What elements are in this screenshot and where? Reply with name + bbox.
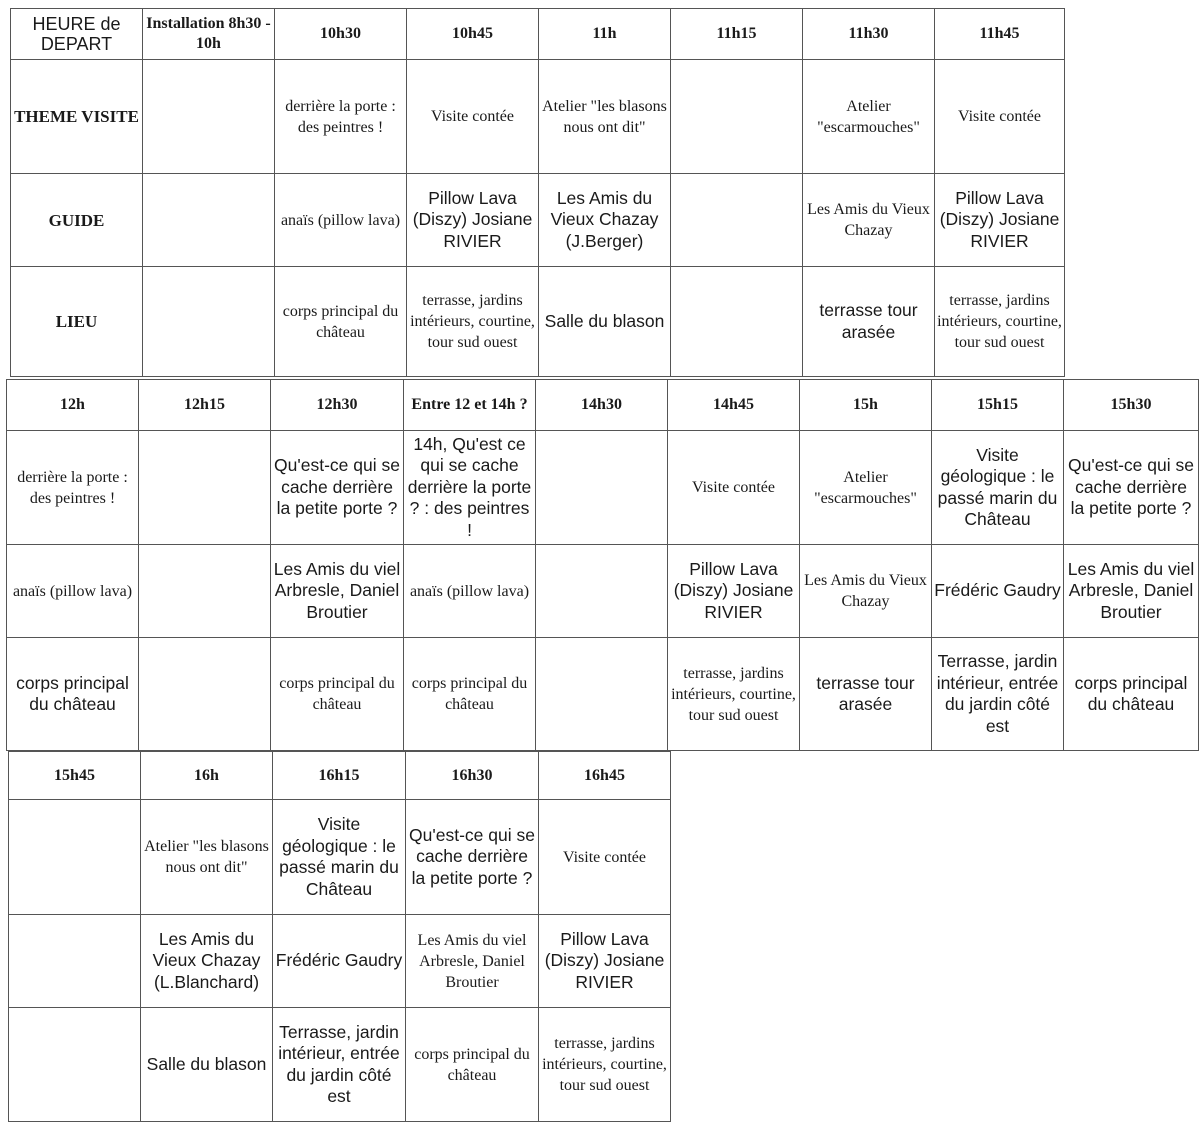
table-cell: corps principal du château xyxy=(406,1008,539,1122)
header-cell-11h15: 11h15 xyxy=(671,9,803,60)
table-cell: anaïs (pillow lava) xyxy=(7,545,139,638)
table-cell: Qu'est-ce qui se cache derrière la petite porte ? xyxy=(1064,431,1199,545)
table-cell: Qu'est-ce qui se cache derrière la petite porte ? xyxy=(406,800,539,915)
table-cell: Visite contée xyxy=(539,800,671,915)
table-cell xyxy=(536,638,668,751)
table-cell: corps principal du château xyxy=(7,638,139,751)
table-cell xyxy=(139,638,271,751)
header-row xyxy=(11,9,1065,60)
table-cell: Frédéric Gaudry xyxy=(932,545,1064,638)
lieu-row xyxy=(7,638,1199,751)
table-cell: terrasse, jardins intérieurs, courtine, tour sud ouest xyxy=(935,267,1065,377)
schedule-table-afternoon xyxy=(8,751,671,1122)
table-cell: Atelier "escarmouches" xyxy=(803,60,935,174)
table-cell xyxy=(536,545,668,638)
table-cell: Frédéric Gaudry xyxy=(273,915,406,1008)
header-cell-16h45: 16h45 xyxy=(539,752,671,800)
table-cell: Les Amis du viel Arbresle, Daniel Broutier xyxy=(406,915,539,1008)
table-cell: Salle du blason xyxy=(141,1008,273,1122)
table-cell xyxy=(139,431,271,545)
table-cell: Les Amis du viel Arbresle, Daniel Broutier xyxy=(1064,545,1199,638)
row-label-guide: GUIDE xyxy=(11,174,143,267)
table-cell: terrasse tour arasée xyxy=(803,267,935,377)
header-cell-15h45: 15h45 xyxy=(9,752,141,800)
table-cell: terrasse, jardins intérieurs, courtine, tour sud ouest xyxy=(539,1008,671,1122)
header-cell-12h15: 12h15 xyxy=(139,380,271,431)
header-cell-11h: 11h xyxy=(539,9,671,60)
table-cell: terrasse tour arasée xyxy=(800,638,932,751)
table-cell xyxy=(143,174,275,267)
header-row xyxy=(7,380,1199,431)
table-cell: anaïs (pillow lava) xyxy=(404,545,536,638)
header-cell-16h15: 16h15 xyxy=(273,752,406,800)
table-cell: Atelier "les blasons nous ont dit" xyxy=(539,60,671,174)
table-cell xyxy=(139,545,271,638)
table-cell: Atelier "les blasons nous ont dit" xyxy=(141,800,273,915)
theme-row xyxy=(11,60,1065,174)
header-cell-16h: 16h xyxy=(141,752,273,800)
table-cell: Pillow Lava (Diszy) Josiane RIVIER xyxy=(668,545,800,638)
lieu-row xyxy=(11,267,1065,377)
table-cell xyxy=(671,60,803,174)
table-cell: Atelier "escarmouches" xyxy=(800,431,932,545)
table-cell: Terrasse, jardin intérieur, entrée du jardin côté est xyxy=(932,638,1064,751)
row-label-lieu: LIEU xyxy=(11,267,143,377)
table-cell xyxy=(143,60,275,174)
header-cell-10h45: 10h45 xyxy=(407,9,539,60)
guide-row xyxy=(9,915,671,1008)
header-cell-14h45: 14h45 xyxy=(668,380,800,431)
table-cell: terrasse, jardins intérieurs, courtine, tour sud ouest xyxy=(407,267,539,377)
table-cell: corps principal du château xyxy=(1064,638,1199,751)
table-cell: Visite géologique : le passé marin du Château xyxy=(932,431,1064,545)
table-cell xyxy=(9,800,141,915)
table-cell: Pillow Lava (Diszy) Josiane RIVIER xyxy=(539,915,671,1008)
table-cell: Pillow Lava (Diszy) Josiane RIVIER xyxy=(407,174,539,267)
table-cell: Visite contée xyxy=(407,60,539,174)
header-row xyxy=(9,752,671,800)
table-cell xyxy=(9,915,141,1008)
header-cell-depart: HEURE de DEPART xyxy=(11,9,143,60)
header-cell-10h30: 10h30 xyxy=(275,9,407,60)
table-cell: corps principal du château xyxy=(271,638,404,751)
header-cell-12h30: 12h30 xyxy=(271,380,404,431)
table-cell xyxy=(536,431,668,545)
table-cell: Les Amis du Vieux Chazay (J.Berger) xyxy=(539,174,671,267)
header-cell-16h30: 16h30 xyxy=(406,752,539,800)
table-cell: terrasse, jardins intérieurs, courtine, tour sud ouest xyxy=(668,638,800,751)
row-label-theme: THEME VISITE xyxy=(11,60,143,174)
header-cell-11h30: 11h30 xyxy=(803,9,935,60)
table-cell: Les Amis du Vieux Chazay (L.Blanchard) xyxy=(141,915,273,1008)
table-cell: corps principal du château xyxy=(404,638,536,751)
schedule-table-morning xyxy=(10,8,1065,377)
header-cell-entre-12-14h: Entre 12 et 14h ? xyxy=(404,380,536,431)
table-cell: Visite géologique : le passé marin du Château xyxy=(273,800,406,915)
table-cell xyxy=(671,267,803,377)
header-cell-installation: Installation 8h30 - 10h xyxy=(143,9,275,60)
table-cell: anaïs (pillow lava) xyxy=(275,174,407,267)
guide-row xyxy=(7,545,1199,638)
table-cell: Les Amis du viel Arbresle, Daniel Broutier xyxy=(271,545,404,638)
table-cell: Les Amis du Vieux Chazay xyxy=(803,174,935,267)
table-cell: Qu'est-ce qui se cache derrière la petite porte ? xyxy=(271,431,404,545)
table-cell xyxy=(9,1008,141,1122)
table-cell: Les Amis du Vieux Chazay xyxy=(800,545,932,638)
header-cell-11h45: 11h45 xyxy=(935,9,1065,60)
header-cell-15h: 15h xyxy=(800,380,932,431)
table-cell: Terrasse, jardin intérieur, entrée du jardin côté est xyxy=(273,1008,406,1122)
table-cell: Pillow Lava (Diszy) Josiane RIVIER xyxy=(935,174,1065,267)
table-cell: derrière la porte : des peintres ! xyxy=(7,431,139,545)
table-cell: corps principal du château xyxy=(275,267,407,377)
table-cell: 14h, Qu'est ce qui se cache derrière la porte ? : des peintres ! xyxy=(404,431,536,545)
header-cell-14h30: 14h30 xyxy=(536,380,668,431)
table-cell: derrière la porte : des peintres ! xyxy=(275,60,407,174)
header-cell-15h30: 15h30 xyxy=(1064,380,1199,431)
table-cell: Visite contée xyxy=(668,431,800,545)
theme-row xyxy=(7,431,1199,545)
table-cell: Visite contée xyxy=(935,60,1065,174)
header-cell-15h15: 15h15 xyxy=(932,380,1064,431)
table-cell xyxy=(671,174,803,267)
header-cell-12h: 12h xyxy=(7,380,139,431)
schedule-table-midday xyxy=(6,379,1199,751)
lieu-row xyxy=(9,1008,671,1122)
table-cell xyxy=(143,267,275,377)
table-cell: Salle du blason xyxy=(539,267,671,377)
theme-row xyxy=(9,800,671,915)
guide-row xyxy=(11,174,1065,267)
